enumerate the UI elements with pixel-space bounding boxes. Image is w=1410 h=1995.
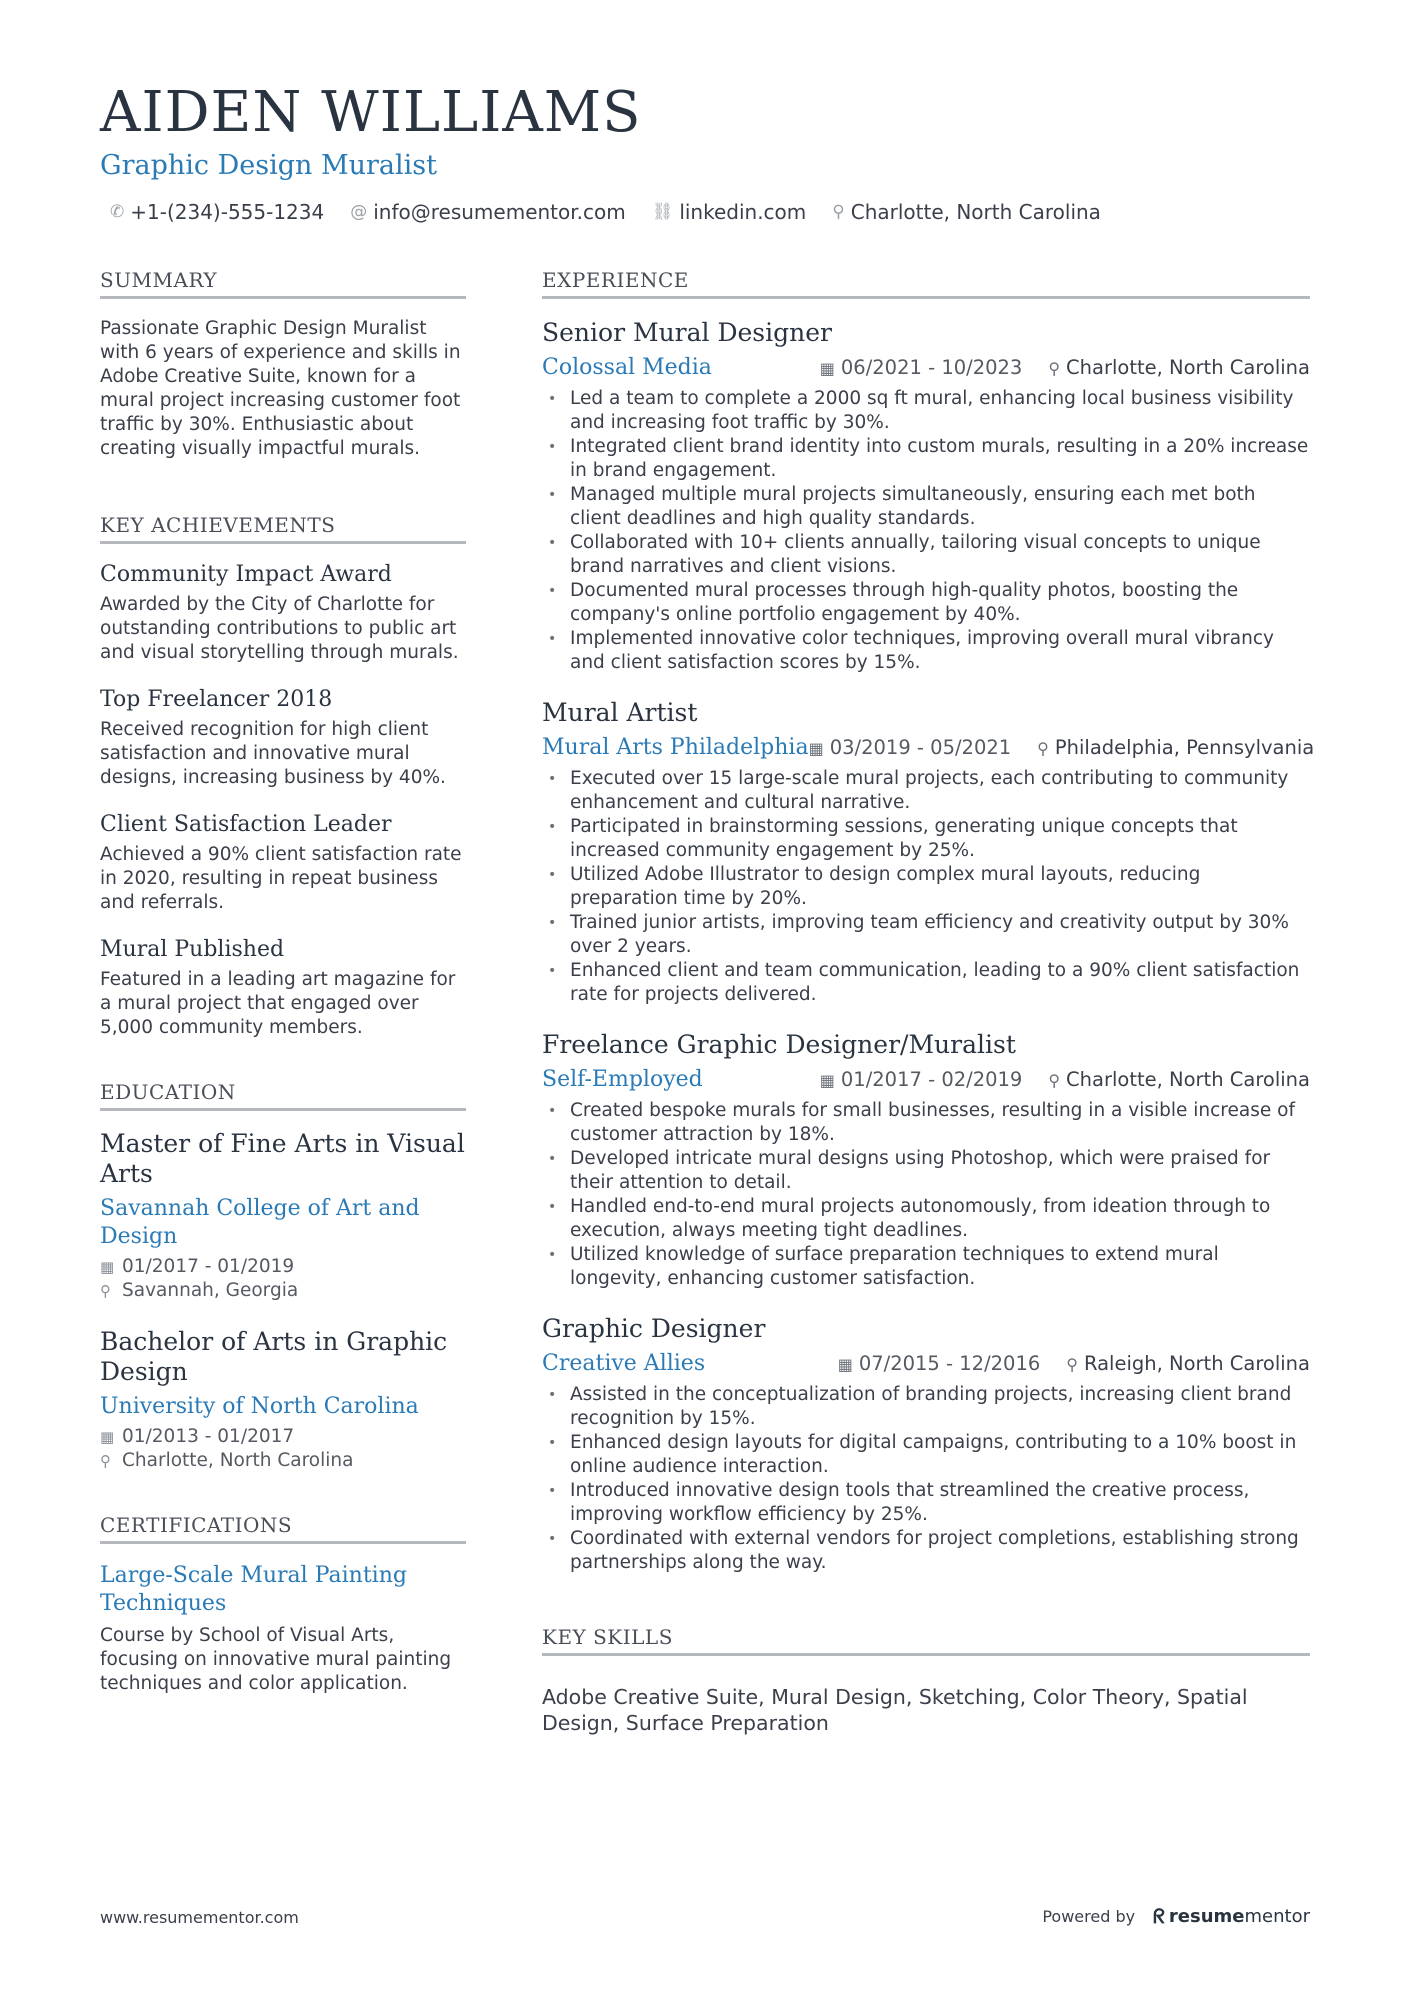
achievement-title: Top Freelancer 2018 (100, 687, 333, 712)
bullet-item: • Coordinated with external vendors for project completions, establishing strong partnerships along the way. (542, 1527, 1310, 1575)
achievement-item (100, 562, 466, 665)
bullet-item: • Executed over 15 large-scale mural projects, each contributing to community enhancement and cultural narrative. (542, 767, 1310, 815)
bullet-item: • Assisted in the conceptualization of branding projects, increasing client brand recognition by 15%. (542, 1383, 1310, 1431)
contact-phone (110, 200, 324, 224)
education-item (100, 1327, 466, 1473)
job-entry (542, 317, 1310, 675)
linkedin-text[interactable]: linkedin.com (679, 200, 807, 224)
bullet-item: • Handled end-to-end mural projects autonomously, from ideation through to execution, always meeting tight deadlines. (542, 1195, 1310, 1243)
map-pin-icon: ⚲ (100, 1282, 111, 1300)
achievement-item (100, 812, 466, 915)
location-text: Charlotte, North Carolina (1066, 355, 1310, 379)
contact-bar (110, 200, 1101, 224)
achievement-item (100, 937, 466, 1040)
job-entry (542, 1029, 1310, 1291)
bullet-item: • Collaborated with 10+ clients annually, tailoring visual concepts to unique brand narratives and client visions. (542, 531, 1310, 579)
bullet-item: • Created bespoke murals for small businesses, resulting in a visible increase of customer attraction by 18%. (542, 1099, 1310, 1147)
at-icon: @ (350, 202, 368, 222)
school-name: Savannah College of Art and Design (100, 1196, 420, 1249)
achievements-section (100, 513, 466, 1040)
powered-by-label: Powered by (1042, 1906, 1136, 1926)
bullet-item: • Managed multiple mural projects simultaneously, ensuring each met both client deadlines and high quality standards. (542, 483, 1310, 531)
brand-mark-icon: ᖇ (1153, 1904, 1165, 1928)
job-title: Freelance Graphic Designer/Muralist (542, 1030, 1016, 1059)
calendar-icon: ▦ (100, 1258, 115, 1276)
link-icon: ⛓ (651, 202, 674, 222)
job-meta-row (542, 1063, 1310, 1095)
achievement-text: Featured in a leading art magazine for a mural project that engaged over 5,000 community members. (100, 969, 456, 1038)
calendar-icon: ▦ (819, 1070, 835, 1090)
dates-text: 07/2015 - 12/2016 (858, 1351, 1041, 1375)
bullet-item: • Led a team to complete a 2000 sq ft mural, enhancing local business visibility and increasing foot traffic by 30%. (542, 387, 1310, 435)
dates-text: 01/2013 - 01/2017 (122, 1426, 295, 1447)
job-entry (542, 697, 1315, 1007)
job-bullets (542, 1383, 1310, 1575)
skills-text: Adobe Creative Suite, Mural Design, Sketching, Color Theory, Spatial Design, Surface Preparation (542, 1685, 1248, 1735)
job-location (1048, 356, 1310, 379)
job-title: Graphic Designer (542, 1314, 766, 1343)
phone-icon: ✆ (110, 202, 125, 222)
skills-heading: KEY SKILLS (542, 1625, 1310, 1656)
education-dates (100, 1425, 466, 1449)
achievement-text: Received recognition for high client satisfaction and innovative mural designs, increasing business by 40%. (100, 719, 446, 788)
achievement-item (100, 687, 466, 790)
bullet-item: • Integrated client brand identity into custom murals, resulting in a 20% increase in brand engagement. (542, 435, 1310, 483)
right-column (542, 268, 1315, 1736)
brand-logo[interactable] (1153, 1904, 1310, 1928)
company-name: Colossal Media (542, 354, 712, 380)
education-heading: EDUCATION (100, 1080, 466, 1111)
job-bullets (542, 767, 1310, 1007)
location-text: Charlotte, North Carolina (122, 1450, 354, 1471)
job-dates (820, 1068, 1023, 1091)
achievement-title: Client Satisfaction Leader (100, 812, 392, 837)
job-title: Mural Artist (542, 698, 698, 727)
job-bullets (542, 387, 1310, 675)
education-location (100, 1449, 466, 1473)
footer-brand (1042, 1904, 1310, 1928)
education-dates (100, 1255, 466, 1279)
candidate-name: AIDEN WILLIAMS (100, 80, 642, 145)
bullet-item: • Introduced innovative design tools that streamlined the creative process, improving workflow efficiency by 25%. (542, 1479, 1310, 1527)
contact-location (832, 200, 1101, 224)
certification-text: Course by School of Visual Arts, focusing on innovative mural painting techniques and color application. (100, 1625, 452, 1694)
company-name: Self-Employed (542, 1066, 703, 1092)
resume-page (100, 0, 1315, 1995)
skills-section (542, 1625, 1310, 1736)
brand-name-b: mentor (1244, 1905, 1310, 1927)
map-pin-icon: ⚲ (100, 1452, 111, 1470)
map-pin-icon: ⚲ (1037, 738, 1049, 758)
map-pin-icon: ⚲ (1066, 1354, 1078, 1374)
location-text: Savannah, Georgia (122, 1280, 299, 1301)
job-meta-row (542, 731, 1315, 763)
bullet-item: • Documented mural processes through high-quality photos, boosting the company's online portfolio engagement by 40%. (542, 579, 1310, 627)
certification-title: Large-Scale Mural Painting Techniques (100, 1563, 407, 1616)
job-bullets (542, 1099, 1310, 1291)
job-location (1048, 1068, 1310, 1091)
company-name: Mural Arts Philadelphia (542, 734, 809, 760)
degree-title: Master of Fine Arts in Visual Arts (100, 1129, 465, 1188)
achievement-title: Community Impact Award (100, 562, 392, 587)
summary-text: Passionate Graphic Design Muralist with 6 years of experience and skills in Adobe Creative Suite, known for a mural project increasing customer foot traffic by 30%. Enthusiastic about creating visually impactful murals. (100, 318, 461, 459)
calendar-icon: ▦ (837, 1354, 853, 1374)
job-dates (820, 356, 1023, 379)
footer-website[interactable]: www.resumementor.com (100, 1908, 299, 1927)
achievement-title: Mural Published (100, 937, 285, 962)
bullet-item: • Utilized Adobe Illustrator to design complex mural layouts, reducing preparation time by 20%. (542, 863, 1310, 911)
dates-text: 06/2021 - 10/2023 (840, 355, 1023, 379)
contact-email[interactable] (350, 200, 625, 224)
calendar-icon: ▦ (808, 738, 824, 758)
candidate-role: Graphic Design Muralist (100, 150, 437, 181)
job-dates (838, 1352, 1041, 1375)
bullet-item: • Developed intricate mural designs using Photoshop, which were praised for their attention to detail. (542, 1147, 1310, 1195)
achievement-text: Awarded by the City of Charlotte for outstanding contributions to public art and visual storytelling through murals. (100, 594, 459, 663)
degree-title: Bachelor of Arts in Graphic Design (100, 1327, 448, 1386)
contact-linkedin[interactable] (652, 200, 807, 224)
calendar-icon: ▦ (100, 1428, 115, 1446)
bullet-item: • Enhanced client and team communication, leading to a 90% client satisfaction rate for projects delivered. (542, 959, 1310, 1007)
summary-heading: SUMMARY (100, 268, 466, 299)
calendar-icon: ▦ (819, 358, 835, 378)
summary-section (100, 268, 466, 461)
phone-text: +1-(234)-555-1234 (130, 200, 325, 224)
job-entry (542, 1313, 1310, 1575)
location-text: Charlotte, North Carolina (850, 200, 1101, 224)
achievement-text: Achieved a 90% client satisfaction rate in 2020, resulting in repeat business and referrals. (100, 844, 462, 913)
bullet-item: • Utilized knowledge of surface preparation techniques to extend mural longevity, enhancing customer satisfaction. (542, 1243, 1310, 1291)
location-text: Philadelphia, Pennsylvania (1054, 735, 1315, 759)
location-text: Raleigh, North Carolina (1083, 1351, 1310, 1375)
bullet-item: • Enhanced design layouts for digital campaigns, contributing to a 10% boost in online audience interaction. (542, 1431, 1310, 1479)
education-location (100, 1279, 466, 1303)
dates-text: 03/2019 - 05/2021 (829, 735, 1012, 759)
job-meta-row (542, 1347, 1310, 1379)
map-pin-icon: ⚲ (1048, 358, 1061, 378)
company-name: Creative Allies (542, 1350, 706, 1376)
bullet-item: • Implemented innovative color techniques, improving overall mural vibrancy and client satisfaction scores by 15%. (542, 627, 1310, 675)
left-column (100, 268, 466, 1696)
job-location (1037, 736, 1314, 759)
bullet-item: • Trained junior artists, improving team efficiency and creativity output by 30% over 2 years. (542, 911, 1310, 959)
bullet-item: • Participated in brainstorming sessions, generating unique concepts that increased community engagement by 25%. (542, 815, 1310, 863)
school-name: University of North Carolina (100, 1394, 419, 1419)
job-dates (809, 736, 1012, 759)
job-title: Senior Mural Designer (542, 318, 832, 347)
brand-name-a: resume (1168, 1905, 1245, 1927)
job-meta-row (542, 351, 1310, 383)
dates-text: 01/2017 - 02/2019 (840, 1067, 1023, 1091)
dates-text: 01/2017 - 01/2019 (122, 1256, 295, 1277)
job-location (1066, 1352, 1310, 1375)
email-text[interactable]: info@resumementor.com (373, 200, 626, 224)
achievements-heading: KEY ACHIEVEMENTS (100, 513, 466, 544)
map-pin-icon: ⚲ (1048, 1070, 1061, 1090)
location-text: Charlotte, North Carolina (1066, 1067, 1310, 1091)
certifications-heading: CERTIFICATIONS (100, 1513, 466, 1544)
certifications-section (100, 1513, 466, 1696)
education-section (100, 1080, 466, 1473)
experience-heading: EXPERIENCE (542, 268, 1310, 299)
education-item (100, 1129, 466, 1303)
map-pin-icon: ⚲ (832, 202, 845, 222)
